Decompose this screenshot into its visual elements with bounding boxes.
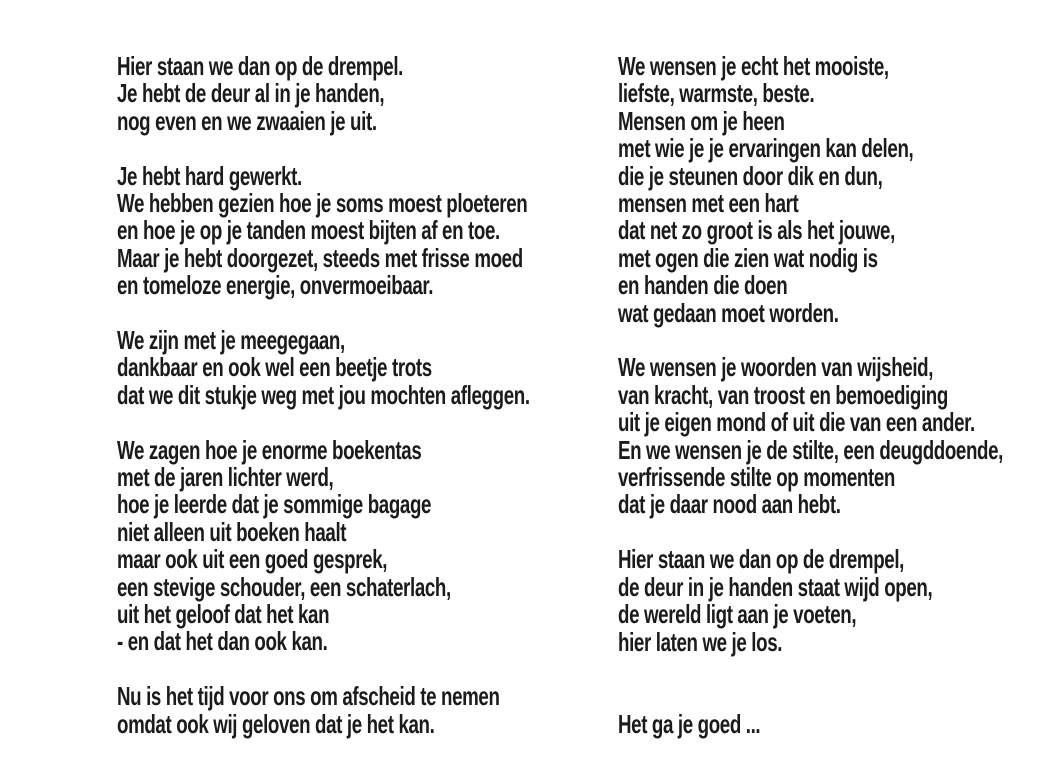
poem-stanza (618, 354, 1003, 518)
poem-line: een stevige schouder, een schaterlach, (117, 571, 451, 602)
poem-line: hoe je leerde dat je sommige bagage (117, 489, 432, 520)
poem-stanza (618, 708, 1003, 739)
poem-line: en hoe je op je tanden moest bijten af en toe. (117, 215, 500, 246)
poem-line: dankbaar en ook wel een beetje trots (117, 352, 432, 383)
poem-stanza (618, 53, 1003, 327)
poem-line: mensen met een hart (618, 188, 799, 219)
poem-line: nog even en we zwaaien je uit. (117, 105, 377, 136)
poem-line: We hebben gezien hoe je soms moest ploeteren (117, 188, 528, 219)
poem-line: en handen die doen (618, 270, 788, 301)
poem-stanza (117, 327, 530, 409)
poem-line: de deur in je handen staat wijd open, (618, 571, 933, 602)
poem-stanza (117, 434, 530, 657)
poem-line: van kracht, van troost en bemoediging (618, 379, 948, 410)
poem-line: en tomeloze energie, onvermoeibaar. (117, 270, 434, 301)
poem-line: Je hebt hard gewerkt. (117, 160, 302, 191)
poem-line: maar ook uit een goed gesprek, (117, 544, 388, 575)
poem-line: wat gedaan moet worden. (618, 297, 839, 328)
poem-line: We wensen je woorden van wijsheid, (618, 352, 934, 383)
poem-line: Hier staan we dan op de drempel. (117, 51, 404, 81)
poem-column-left (117, 53, 530, 738)
poem-line: hier laten we je los. (618, 626, 783, 657)
poem-closing-line: Het ga je goed ... (618, 708, 761, 739)
poem-line: En we wensen je de stilte, een deugddoende, (618, 434, 1004, 465)
poem-line: - en dat het dan ook kan. (117, 626, 328, 657)
poem-line: dat net zo groot is als het jouwe, (618, 215, 895, 246)
poem-line: verfrissende stilte op momenten (618, 462, 896, 493)
poem-line: Maar je hebt doorgezet, steeds met frisse moed (117, 242, 523, 273)
poem-column-right (618, 53, 1003, 738)
poem-line: We wensen je echt het mooiste, (618, 51, 889, 81)
poem-stanza (117, 160, 530, 301)
poem-line: dat we dit stukje weg met jou mochten afleggen. (117, 379, 530, 410)
poem-line: met de jaren lichter werd, (117, 462, 334, 493)
poem-line: met wie je je ervaringen kan delen, (618, 133, 914, 164)
poem-line: Je hebt de deur al in je handen, (117, 78, 385, 109)
poem-line: omdat ook wij geloven dat je het kan. (117, 708, 435, 739)
poem-line: liefste, warmste, beste. (618, 78, 815, 109)
poem-line: uit je eigen mond of uit die van een ander. (618, 407, 975, 438)
poem-line: uit het geloof dat het kan (117, 599, 330, 630)
poem-line: Mensen om je heen (618, 105, 785, 136)
poem-stanza (117, 53, 530, 135)
poem-line: Nu is het tijd voor ons om afscheid te nemen (117, 681, 500, 712)
poem-line: niet alleen uit boeken haalt (117, 516, 347, 547)
poem-line: Hier staan we dan op de drempel, (618, 544, 905, 575)
poem-stanza (618, 546, 1003, 656)
poem-line: die je steunen door dik en dun, (618, 160, 883, 191)
poem-line: We zijn met je meegegaan, (117, 325, 345, 356)
poem-line: de wereld ligt aan je voeten, (618, 599, 857, 630)
poem-stanza (117, 683, 530, 738)
poem-line: We zagen hoe je enorme boekentas (117, 434, 422, 465)
poem-line: met ogen die zien wat nodig is (618, 242, 878, 273)
poem-line: dat je daar nood aan hebt. (618, 489, 841, 520)
